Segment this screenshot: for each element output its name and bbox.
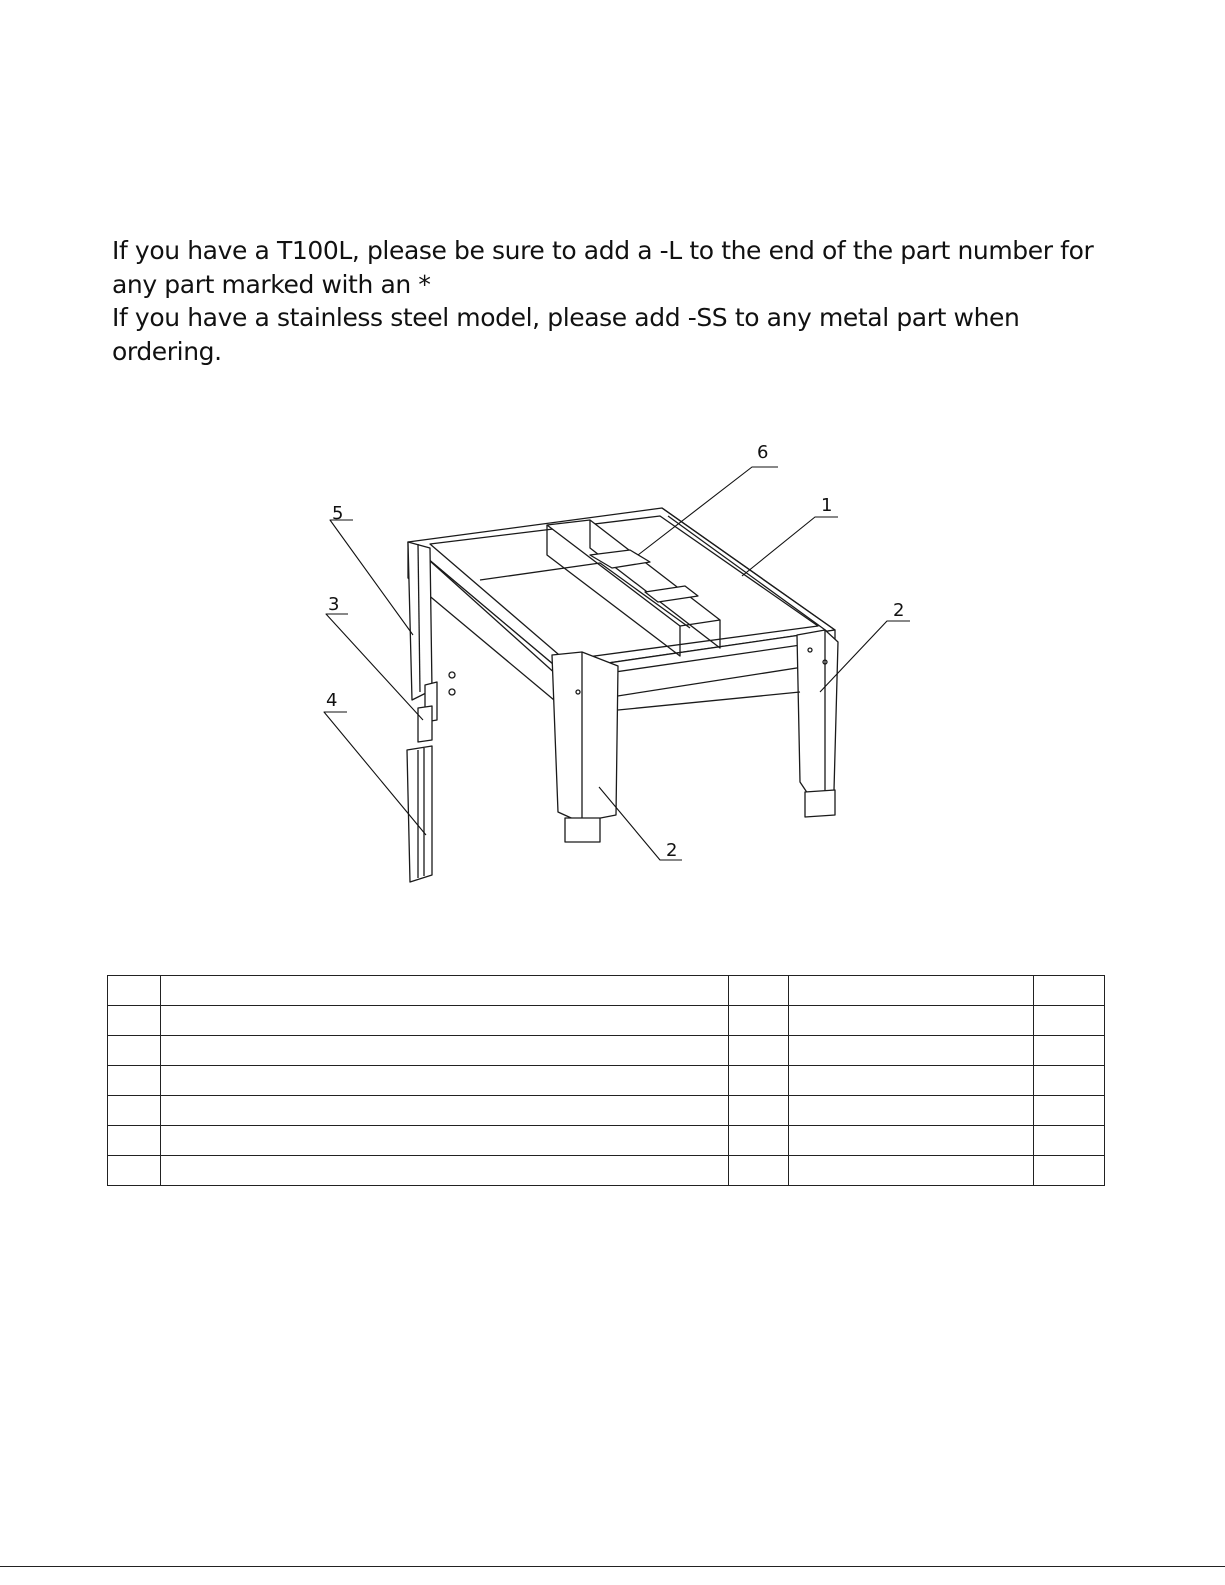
callout-6: 6	[757, 442, 769, 463]
table-cell	[161, 1006, 729, 1036]
table-row	[108, 1156, 1105, 1186]
front-left-foot	[565, 818, 600, 842]
table-row	[108, 1096, 1105, 1126]
table-cell	[161, 1066, 729, 1096]
callout-4: 4	[326, 690, 338, 711]
table-cell	[1034, 976, 1105, 1006]
table-cell	[108, 1066, 161, 1096]
table-cell	[108, 1096, 161, 1126]
table-cell	[1034, 1156, 1105, 1186]
leg-plate-3	[418, 706, 432, 742]
callout-3: 3	[328, 594, 340, 615]
right-leg	[797, 630, 838, 794]
table-cell	[108, 976, 161, 1006]
table-cell	[789, 1066, 1034, 1096]
ordering-instructions	[112, 234, 1112, 368]
table-cell	[161, 1036, 729, 1066]
table-cell	[108, 1036, 161, 1066]
table-cell	[729, 1096, 789, 1126]
table-cell	[789, 1036, 1034, 1066]
table-row	[108, 1066, 1105, 1096]
page-bottom-rule	[0, 1566, 1225, 1567]
table-cell	[729, 1006, 789, 1036]
table-row	[108, 1126, 1105, 1156]
table-cell	[729, 1066, 789, 1096]
table-cell	[1034, 1126, 1105, 1156]
table-cell	[1034, 1096, 1105, 1126]
frame-drawing	[290, 430, 940, 900]
table-cell	[1034, 1006, 1105, 1036]
front-left-leg	[552, 652, 618, 822]
table-cell	[108, 1126, 161, 1156]
table-cell	[1034, 1036, 1105, 1066]
table-cell	[729, 1036, 789, 1066]
table-cell	[789, 1126, 1034, 1156]
stainless-steel-instruction: If you have a stainless steel model, please add -SS to any metal part when ordering.	[112, 303, 1020, 366]
table-cell	[1034, 1066, 1105, 1096]
table-cell	[789, 1096, 1034, 1126]
right-foot	[805, 790, 835, 817]
table-cell	[161, 1126, 729, 1156]
parts-list-body	[108, 976, 1105, 1186]
table-cell	[789, 976, 1034, 1006]
leg-extension-4	[407, 746, 432, 882]
table-cell	[789, 1006, 1034, 1036]
table-row	[108, 976, 1105, 1006]
callout-2-right: 2	[893, 600, 905, 621]
callout-1: 1	[821, 495, 833, 516]
table-cell	[108, 1006, 161, 1036]
table-cell	[729, 976, 789, 1006]
callout-2-front: 2	[666, 840, 678, 861]
table-cell	[729, 1156, 789, 1186]
table-cell	[729, 1126, 789, 1156]
table-cell	[161, 976, 729, 1006]
table-cell	[789, 1156, 1034, 1186]
table-row	[108, 1036, 1105, 1066]
table-row	[108, 1006, 1105, 1036]
table-cell	[161, 1156, 729, 1186]
t100l-instruction: If you have a T100L, please be sure to add a -L to the end of the part number for any part marked with an *	[112, 236, 1094, 299]
table-cell	[161, 1096, 729, 1126]
parts-list-table	[107, 975, 1105, 1186]
callout-5: 5	[332, 503, 344, 524]
table-cell	[108, 1156, 161, 1186]
table-frame-exploded-diagram	[290, 430, 940, 900]
